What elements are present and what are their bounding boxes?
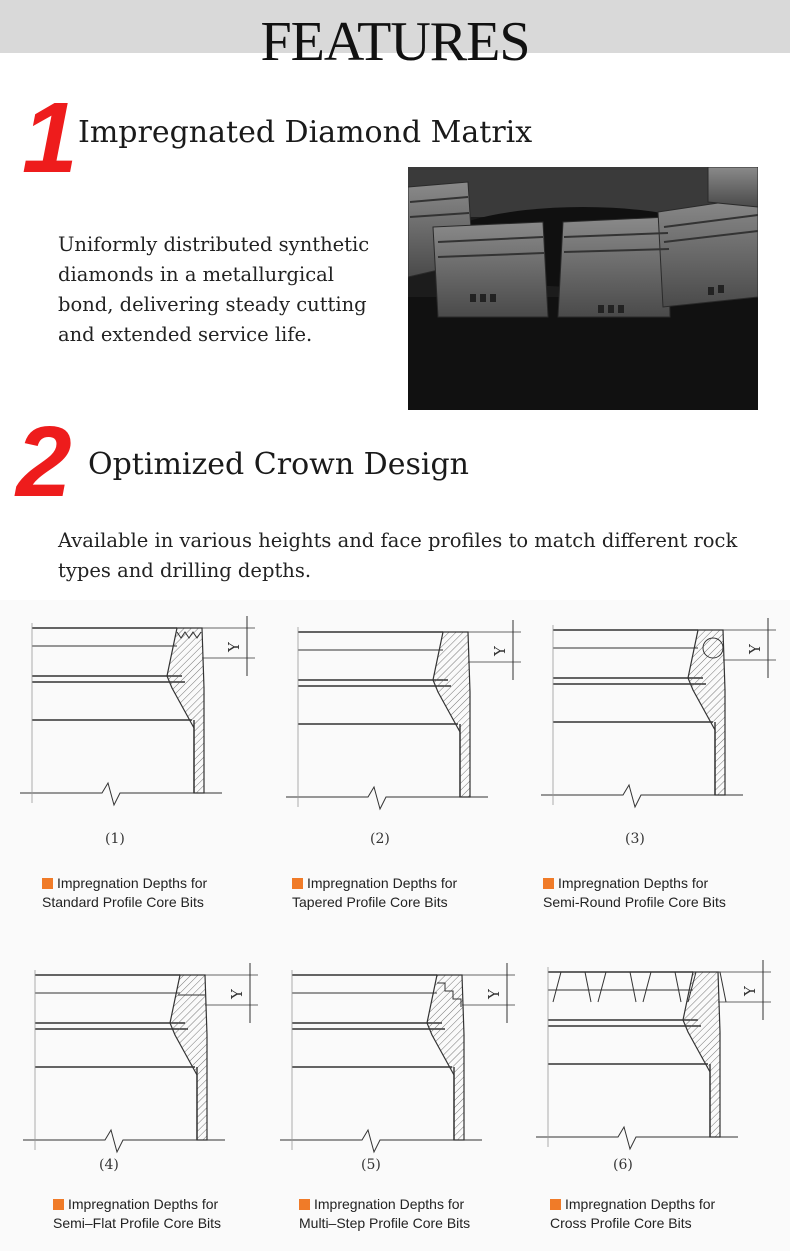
profile-drawing-5 bbox=[280, 963, 515, 1152]
figure-4-caption bbox=[53, 1195, 221, 1233]
figure-6-caption bbox=[550, 1195, 715, 1233]
profile-drawing-6 bbox=[536, 960, 771, 1149]
profile-drawing-4 bbox=[23, 963, 258, 1152]
figure-1-caption bbox=[42, 874, 207, 912]
figure-6-number: (6) bbox=[613, 1157, 633, 1173]
caption-line1: Impregnation Depths for bbox=[57, 875, 208, 891]
caption-line2: Tapered Profile Core Bits bbox=[292, 894, 448, 910]
profile-drawing-3 bbox=[541, 618, 776, 807]
section-2-number: 2 bbox=[16, 406, 72, 518]
figure-4-number: (4) bbox=[99, 1157, 119, 1173]
caption-line1: Impregnation Depths for bbox=[314, 1196, 465, 1212]
diamond-core-bit-photo bbox=[408, 167, 758, 410]
profile-drawings bbox=[0, 600, 790, 1251]
caption-line1: Impregnation Depths for bbox=[565, 1196, 716, 1212]
bullet-square-icon bbox=[42, 878, 53, 889]
caption-line1: Impregnation Depths for bbox=[558, 875, 709, 891]
section-1-heading: Impregnated Diamond Matrix bbox=[78, 115, 533, 150]
bullet-square-icon bbox=[53, 1199, 64, 1210]
figure-5-number: (5) bbox=[361, 1157, 381, 1173]
profile-drawing-1 bbox=[20, 616, 255, 805]
caption-line2: Semi-Round Profile Core Bits bbox=[543, 894, 726, 910]
profile-drawing-2 bbox=[286, 620, 521, 809]
dimension-y-label: Y bbox=[225, 642, 243, 652]
dimension-y-label: Y bbox=[746, 644, 764, 654]
figure-3-number: (3) bbox=[625, 831, 645, 847]
figure-3-caption bbox=[543, 874, 726, 912]
figure-2-caption bbox=[292, 874, 457, 912]
caption-line1: Impregnation Depths for bbox=[68, 1196, 219, 1212]
section-2-text: Available in various heights and face profiles to match different rock types and drilling depths. bbox=[58, 529, 738, 582]
caption-line2: Standard Profile Core Bits bbox=[42, 894, 204, 910]
dimension-y-label: Y bbox=[228, 989, 246, 999]
caption-line2: Cross Profile Core Bits bbox=[550, 1215, 692, 1231]
caption-line2: Multi–Step Profile Core Bits bbox=[299, 1215, 471, 1231]
section-1-text: Uniformly distributed synthetic diamonds in a metallurgical bond, delivering steady cutting and extended service life. bbox=[58, 233, 370, 346]
figure-2-number: (2) bbox=[370, 831, 390, 847]
figure-1-number: (1) bbox=[105, 831, 125, 847]
section-2-heading: Optimized Crown Design bbox=[88, 447, 470, 482]
dimension-y-label: Y bbox=[485, 989, 503, 999]
section-1-number: 1 bbox=[22, 82, 78, 194]
bullet-square-icon bbox=[550, 1199, 561, 1210]
caption-line2: Semi–Flat Profile Core Bits bbox=[53, 1215, 222, 1231]
bullet-square-icon bbox=[543, 878, 554, 889]
figure-5-caption bbox=[299, 1195, 470, 1233]
dimension-y-label: Y bbox=[491, 646, 509, 656]
bullet-square-icon bbox=[292, 878, 303, 889]
caption-line1: Impregnation Depths for bbox=[307, 875, 458, 891]
bullet-square-icon bbox=[299, 1199, 310, 1210]
dimension-y-label: Y bbox=[741, 986, 759, 996]
page-title: FEATURES bbox=[260, 11, 530, 73]
